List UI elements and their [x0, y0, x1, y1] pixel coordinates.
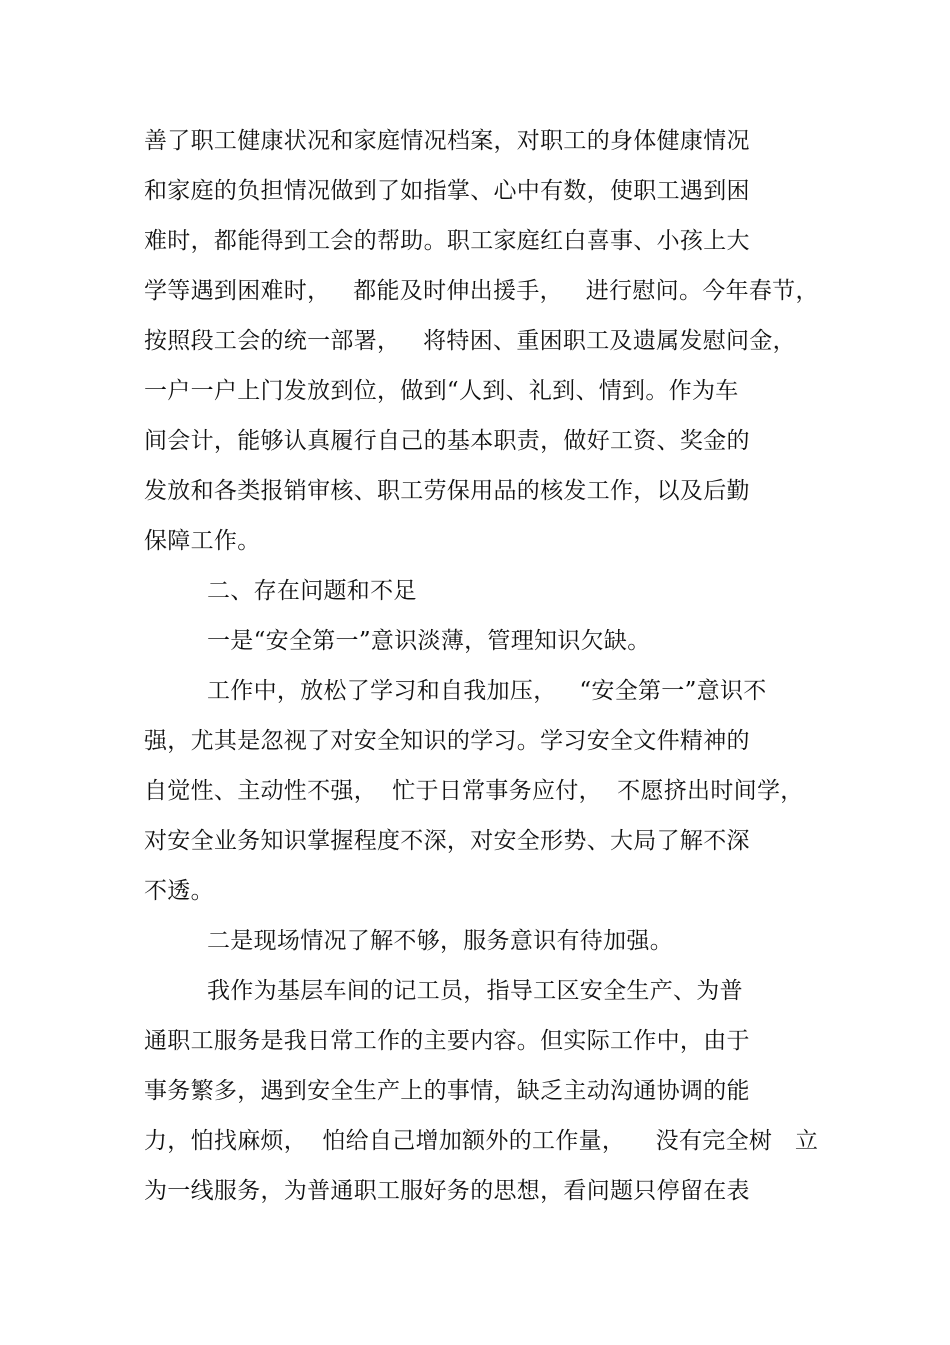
paragraph-line: 为一线服务，为普通职工服好务的思想，看问题只停留在表: [144, 1178, 750, 1204]
subsection-heading: 二是现场情况了解不够，服务意识有待加强。: [207, 928, 673, 954]
paragraph-line: 通职工服务是我日常工作的主要内容。但实际工作中，由于: [144, 1028, 750, 1054]
subsection-heading: 一是“安全第一”意识淡薄，管理知识欠缺。: [207, 628, 651, 654]
paragraph-line: 和家庭的负担情况做到了如指掌、心中有数，使职工遇到困: [144, 178, 750, 204]
paragraph-line: 强，尤其是忽视了对安全知识的学习。学习安全文件精神的: [144, 728, 750, 754]
paragraph-line: 自觉性、主动性不强， 忙于日常事务应付， 不愿挤出时间学，: [144, 778, 804, 804]
paragraph-line: 力，怕找麻烦， 怕给自己增加额外的工作量， 没有完全树 立: [144, 1128, 819, 1154]
paragraph-line: 学等遇到困难时， 都能及时伸出援手， 进行慰问。今年春节，: [144, 278, 819, 304]
paragraph-line: 工作中，放松了学习和自我加压， “安全第一”意识不: [207, 678, 767, 704]
paragraph-line: 不透。: [144, 878, 214, 904]
paragraph-line: 对安全业务知识掌握程度不深，对安全形势、大局了解不深: [144, 828, 750, 854]
paragraph-line: 我作为基层车间的记工员，指导工区安全生产、为普: [207, 978, 743, 1004]
paragraph-line: 发放和各类报销审核、职工劳保用品的核发工作，以及后勤: [144, 478, 750, 504]
section-heading: 二、存在问题和不足: [207, 578, 417, 604]
paragraph-line: 事务繁多，遇到安全生产上的事情，缺乏主动沟通协调的能: [144, 1078, 750, 1104]
paragraph-line: 间会计，能够认真履行自己的基本职责，做好工资、奖金的: [144, 428, 750, 454]
paragraph-line: 善了职工健康状况和家庭情况档案，对职工的身体健康情况: [144, 128, 750, 154]
paragraph-line: 按照段工会的统一部署， 将特困、重困职工及遗属发慰问金，: [144, 328, 796, 354]
paragraph-line: 难时，都能得到工会的帮助。职工家庭红白喜事、小孩上大: [144, 228, 750, 254]
paragraph-line: 保障工作。: [144, 528, 261, 554]
paragraph-line: 一户一户上门发放到位，做到“人到、礼到、情到。作为车: [144, 378, 739, 404]
